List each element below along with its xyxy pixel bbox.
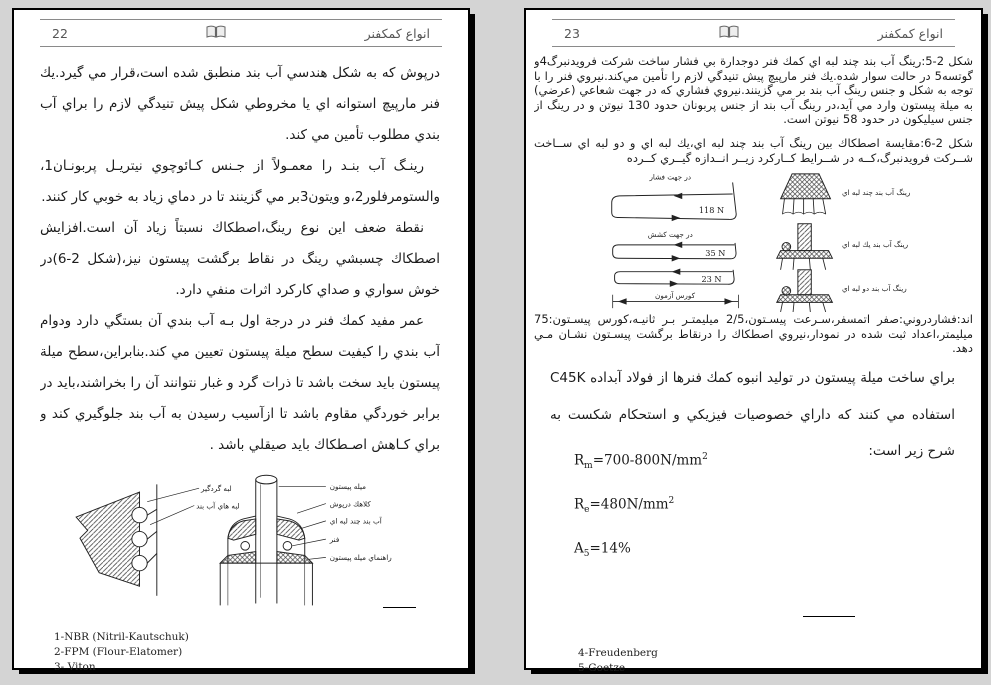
formula-tensile-strength bbox=[574, 452, 708, 472]
formula-yield-strength bbox=[574, 496, 708, 516]
label-spring: فنر bbox=[329, 535, 340, 544]
page-22-footnotes bbox=[54, 630, 189, 675]
label-seal-singlelip: رينگ آب بند يك لبه اي bbox=[842, 239, 909, 249]
label-seal-lips: لبه هاي آب بند bbox=[196, 501, 240, 511]
label-seal-multilip: رينگ آب بند چند لبه اي bbox=[842, 187, 911, 197]
label-seal-twolip: رينگ آب بند دو لبه اي bbox=[842, 283, 907, 293]
page-23 bbox=[524, 8, 983, 674]
footnote: 5-Goetze bbox=[578, 662, 626, 674]
formula-value: =14% bbox=[589, 540, 631, 557]
lip-seal-profile bbox=[76, 484, 199, 595]
footnote: 4-Freudenberg bbox=[578, 647, 658, 659]
figure-caption-continuation: اند:فشاردروني:صفر اتمسفر،سـرعت پيسـتون،2/5 ميليمتـر بـر ثانيـه،كورس پيسـتون:75 ميليمتر،اعداد ثبت شده در نمودار،نيروي اصطكاك را درنقاط برگشت پيسـتون نشـان مـي دهد. bbox=[534, 312, 973, 356]
formula-superscript: 2 bbox=[668, 496, 675, 506]
footnote: 1-NBR (Nitril-Kautschuk) bbox=[54, 631, 189, 643]
page-number: 23 bbox=[564, 25, 580, 41]
label-compression-direction: در جهت فشار bbox=[649, 172, 692, 182]
label-rod-guide: راهنماي ميله پيستون bbox=[329, 553, 392, 563]
chapter-title: انواع كمكفنر bbox=[877, 25, 943, 41]
label-test-stroke: كورس آزمون bbox=[655, 291, 696, 301]
formula-value: =480N/mm bbox=[589, 496, 669, 513]
paragraph: نقطة ضعف اين نوع رينگ،اصطكاك نسبتاً زياد آن است.افزايش اصطكاك چسبشي رينگ در نقاط برگشت پيستون نيز،(شكل 2-6)در خوش سواري و صداي كاركرد اثرات منفي دارد. bbox=[40, 220, 440, 298]
rod-cap-section bbox=[220, 475, 326, 605]
seal-assembly-figure bbox=[55, 468, 420, 616]
formula-symbol: R bbox=[574, 496, 585, 513]
formula-subscript: m bbox=[584, 461, 593, 472]
page-22-body bbox=[40, 58, 440, 461]
force-35N: 35 N bbox=[705, 247, 726, 258]
footnote: 2-FPM (Flour-Elatomer) bbox=[54, 646, 183, 658]
friction-loops-drawing bbox=[596, 170, 946, 312]
paragraph: عمر مفيد كمك فنر در درجة اول بـه آب بندي آن بستگي دارد ودوام آب بندي را كيفيت سطح ميلة پيستون تعيين مي كند.بنابراين،سطح ميلة پيستون بايد سخت باشد تا ذرات گرد و غبار نتوانند آن را بخراشند،بايد در برابر خوردگي مقاوم باشد تا ازآسيب رسيدن به آب بند جلوگيري كند و براي كـاهش اصـطكاك بايد صيقلي باشد . bbox=[40, 313, 440, 453]
page-23-footnotes bbox=[578, 646, 658, 676]
page-23-header bbox=[552, 19, 955, 47]
figure-2-5-caption: شكل 2-5:رينگ آب بند چند لبه اي كمك فنر دوجدارة بي فشار ساخت شركت فرويدنبرگ4و گوتسه5 در حالت سوار شده.يك فنر مارپيچ پيش تنيدگي لازم را تأمين مي‌كند.نيروي فنر را با توجه به شكل و جنس رينگ آب بند بر مي گزينند.نيروي فشاري كه در جهت شعاعي (عرضي) به ميلة پيستون وارد مي آيد،در رينگ آب بند از جنس پربونان حدود 130 نيوتن و در رينگ از جنس سيليكون در حدود 58 نيوتن است. bbox=[534, 54, 973, 127]
seal-singlelip-section bbox=[777, 224, 833, 270]
footnote: 3- Viton bbox=[54, 661, 96, 673]
seal-multilip-section bbox=[781, 174, 831, 214]
formula-symbol: R bbox=[574, 452, 585, 469]
force-118N: 118 N bbox=[698, 205, 725, 216]
label-multilip-seal: آب بند چند لبه اي bbox=[329, 516, 382, 526]
page-number: 22 bbox=[52, 25, 68, 41]
paragraph: درپوش كه به شكل هندسي آب بند منطبق شده است،قرار مي گيرد.يك فنر مارپيچ استوانه اي يا مخروطي شكل پيش تنيدگي لازم را براي آب بندي مطلوب تأمين مي كند. bbox=[40, 65, 440, 143]
formula-symbol: A bbox=[574, 540, 584, 557]
steel-paragraph: براي ساخت ميلة پيستون در توليد انبوه كمك فنرها از فولاد آبداده C45K استفاده مي كنند كه داراي خصوصيات فيزيكي و استحكام شكست به شرح زير است: bbox=[550, 370, 955, 459]
formula-value: =700-800N/mm bbox=[592, 452, 703, 469]
label-piston-rod: ميله پيستون bbox=[329, 482, 366, 492]
footnote-separator bbox=[383, 607, 416, 608]
page-22-header bbox=[40, 19, 442, 47]
open-book-icon bbox=[719, 25, 739, 42]
footnote-separator bbox=[803, 616, 855, 617]
seal-twolip-section bbox=[777, 270, 833, 312]
paragraph: رينـگ آب بنـد را معمـولاً از جـنس كـائوچوي نيتريـل پربونـان1، والستومرفلور2،و ويتون3بر مي گزينند تا در دماي زياد به خوبي كار كنند. bbox=[40, 158, 440, 205]
formula-superscript: 2 bbox=[702, 452, 708, 462]
label-dust-lip: لبه گردگير bbox=[201, 484, 232, 494]
chapter-title: انواع كمكفنر bbox=[364, 25, 430, 41]
force-23N: 23 N bbox=[701, 273, 722, 284]
formula-elongation bbox=[574, 540, 708, 560]
formula-subscript: 5 bbox=[583, 549, 590, 560]
label-rebound-direction: در جهت كشش bbox=[647, 230, 693, 240]
label-cap: كلاهك درپوش bbox=[329, 499, 371, 509]
friction-comparison-figure bbox=[596, 170, 946, 312]
seal-assembly-drawing bbox=[55, 468, 420, 616]
open-book-icon bbox=[206, 25, 226, 42]
formula-subscript: e bbox=[584, 505, 590, 516]
page-22 bbox=[12, 8, 470, 673]
figure-2-6-caption: شكل 2-6:مقايسة اصطكاك بين رينگ آب بند چند لبه اي،يك لبه اي و دو لبه اي ســاخت شــركت فرويدنبرگ،كــه در شــرايط كــاركرد زيــر انــدازه گيــري كــرده bbox=[534, 136, 973, 165]
material-properties bbox=[574, 452, 708, 584]
